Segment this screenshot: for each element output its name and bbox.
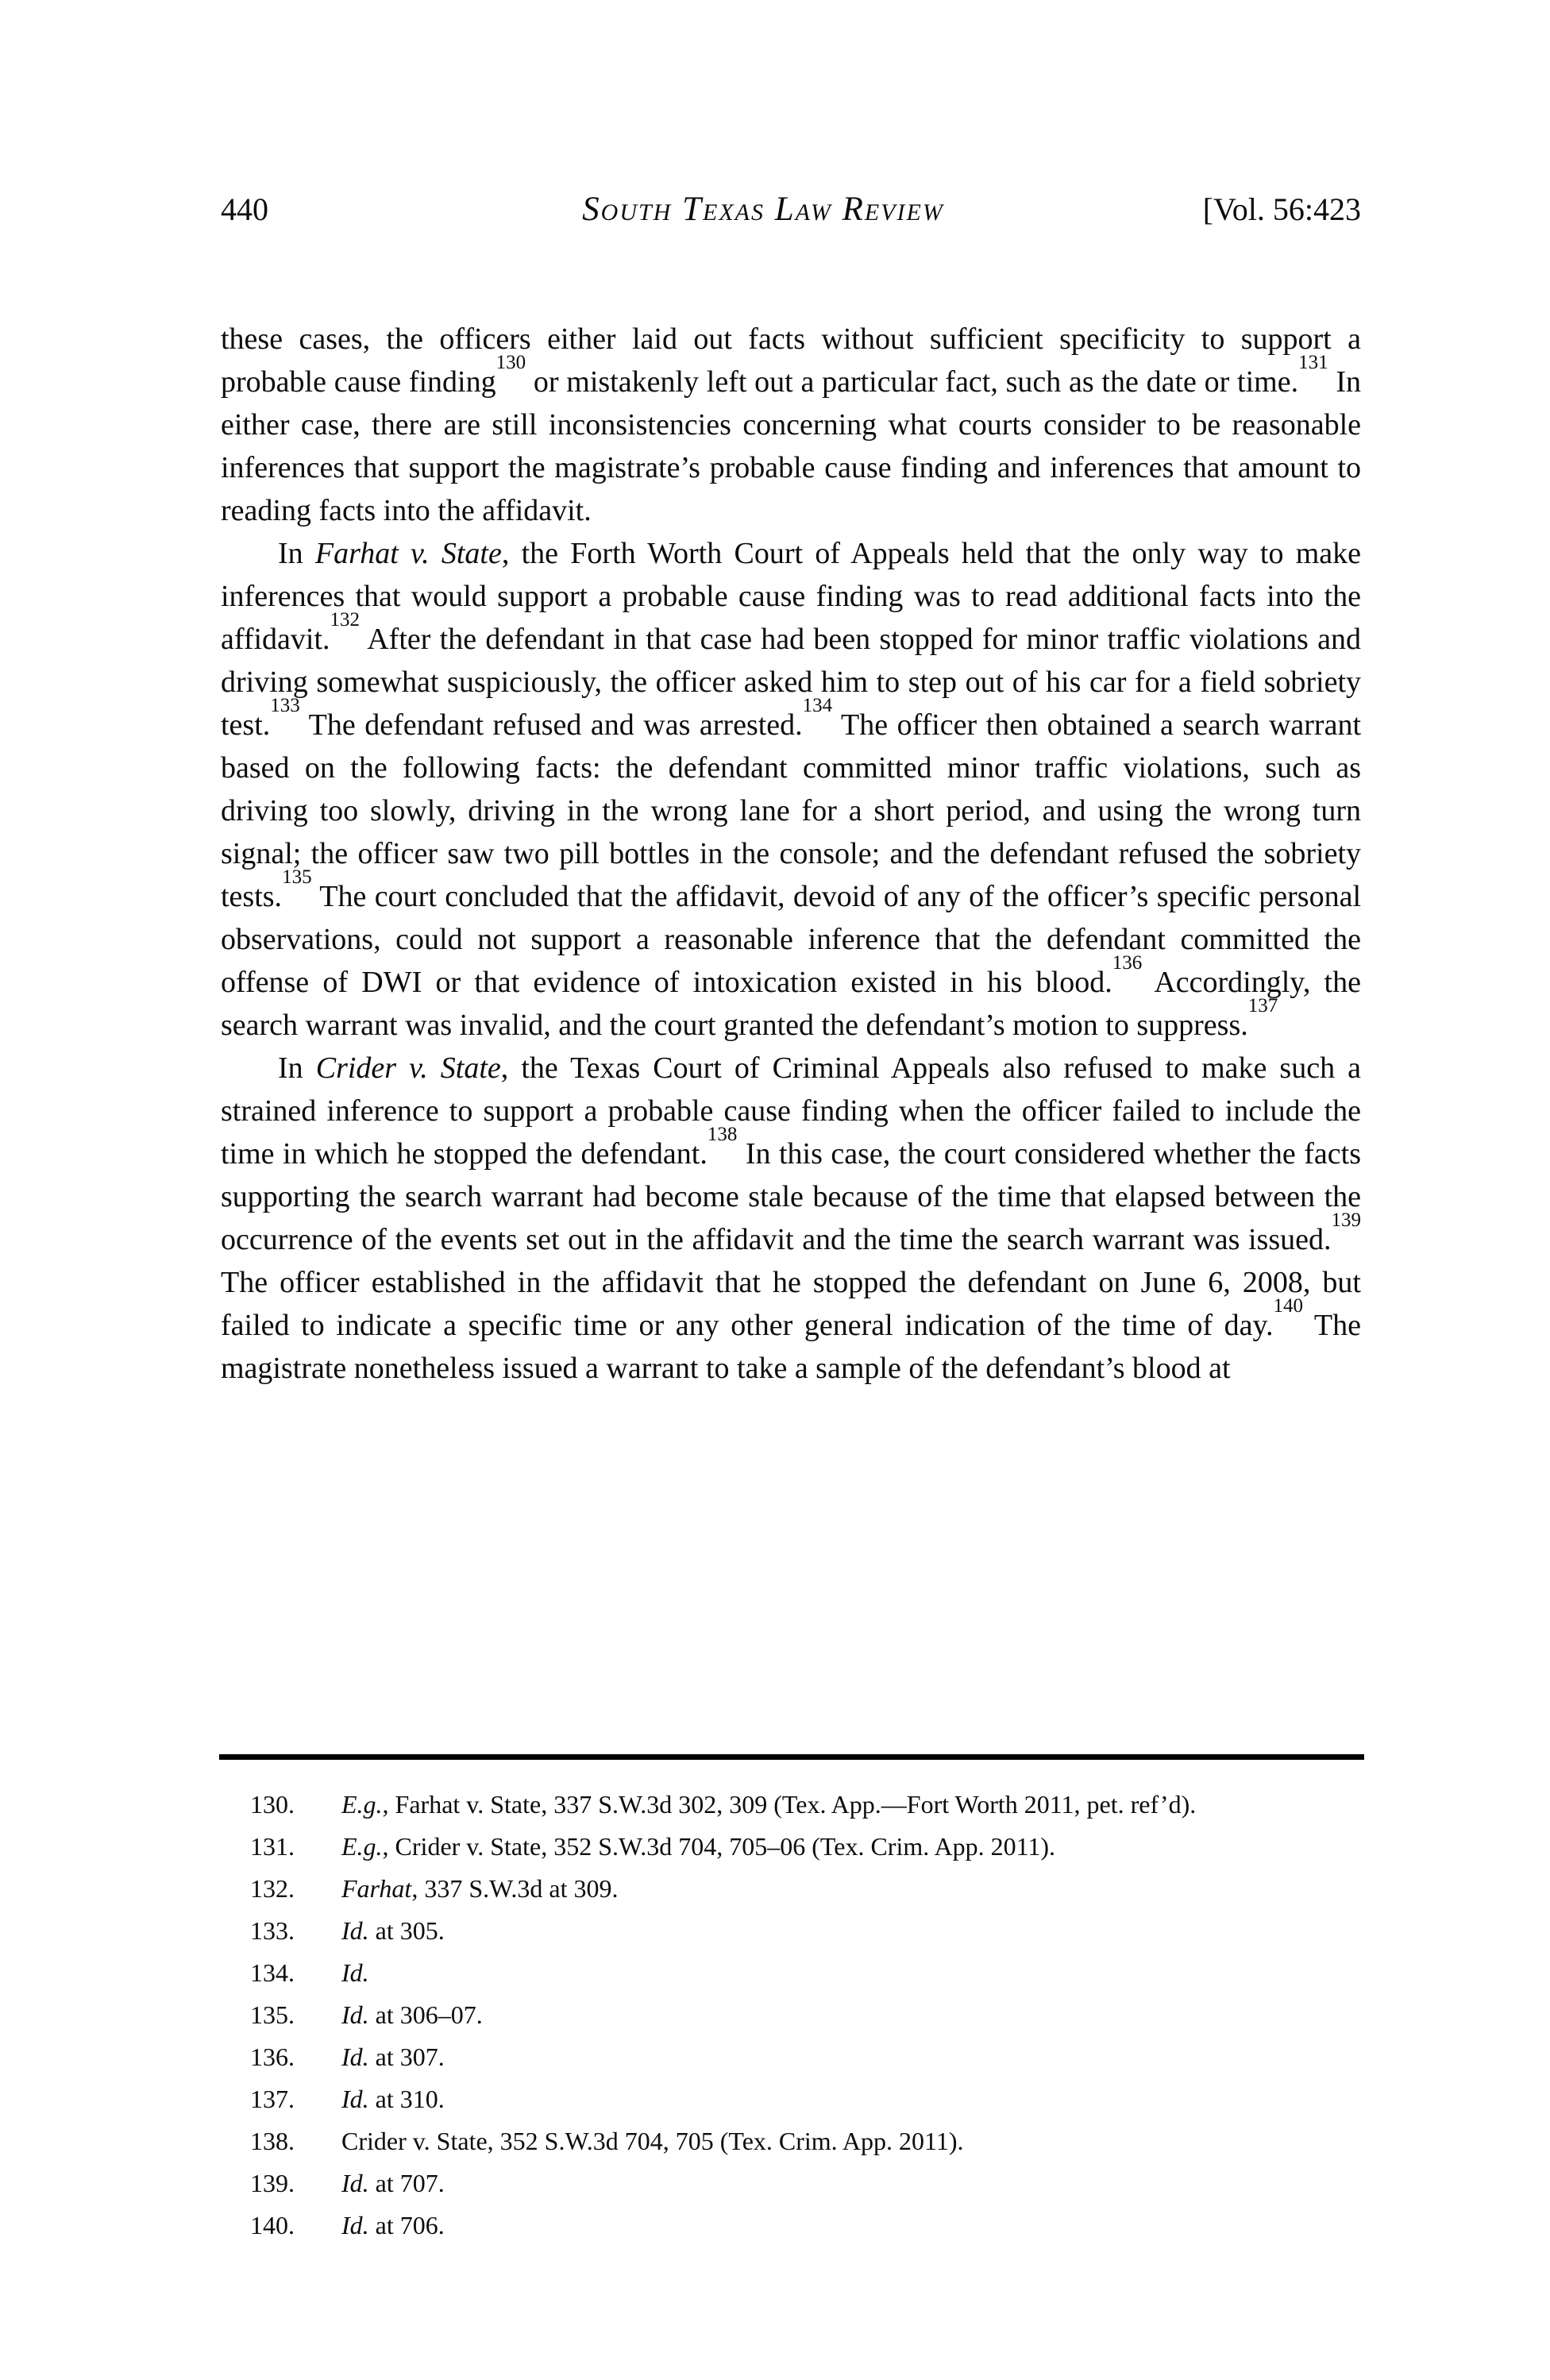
footnote-row xyxy=(221,2078,1361,2120)
footnote-number: 140. xyxy=(250,2211,295,2239)
footnote-number: 134. xyxy=(250,1958,295,1987)
page-number: 440 xyxy=(221,191,268,227)
text-run: , Crider v. State, 352 S.W.3d 704, 705–06 (Tex. Crim. App. 2011). xyxy=(382,1832,1056,1861)
text-run: , the Forth Worth Court of Appeals held that the only way to make inferences that would support a probable cause finding was to read additional facts into the affidavit. xyxy=(221,537,1362,656)
text-run: The defendant refused and was arrested. xyxy=(299,708,803,742)
footnote-row xyxy=(221,1994,1361,2036)
footnote-row xyxy=(221,2204,1361,2247)
italic-text: Id. xyxy=(341,1958,369,1987)
footnote-row xyxy=(221,1826,1361,1868)
text-run: After the defendant in that case had been stopped for minor traffic violations and driving somewhat suspiciously, the officer asked him to step out of his car for a field sobriety test. xyxy=(221,623,1361,742)
italic-text: Id. xyxy=(341,1916,369,1945)
text-run: at 306–07. xyxy=(368,2000,483,2029)
volume-ref: [Vol. 56:423 xyxy=(1202,191,1361,227)
italic-text: Id. xyxy=(341,2000,369,2029)
text-run: , Farhat v. State, 337 S.W.3d 302, 309 (Tex. App.—Fort Worth 2011, pet. ref’d). xyxy=(382,1790,1197,1819)
text-run: In xyxy=(278,1051,316,1085)
footnote-reference: 136 xyxy=(1112,952,1143,974)
footnote-text xyxy=(341,1994,1361,2036)
text-run: at 707. xyxy=(368,2169,445,2197)
italic-text: E.g. xyxy=(341,1790,383,1819)
footnote-reference: 138 xyxy=(707,1124,738,1146)
footnote-number: 135. xyxy=(250,2000,295,2029)
footnote-number: 137. xyxy=(250,2085,295,2113)
footnote-reference: 132 xyxy=(330,609,361,631)
footnote-number: 131. xyxy=(250,1832,295,1861)
footnote-text xyxy=(341,1952,1361,1994)
text-run: In this case, the court considered whether the facts supporting the search warrant had become stale because of the time that elapsed between the occurrence of the events set out in the affidavit and the time the search warrant was issued. xyxy=(221,1137,1361,1256)
text-run: The officer established in the affidavit that he stopped the defendant on June 6, 2008, but failed to indicate a specific time or any other general indication of the time of day. xyxy=(221,1266,1361,1342)
footnote-row xyxy=(221,1784,1361,1826)
text-run: In either case, there are still inconsistencies concerning what courts consider to be reasonable inferences that support the magistrate’s probable cause finding and inferences that amount to reading facts into the affidavit. xyxy=(221,365,1361,527)
text-run: at 307. xyxy=(368,2042,445,2071)
footnote-reference: 137 xyxy=(1247,995,1278,1017)
footnote-text xyxy=(341,1868,1361,1910)
text-run: Accordingly, the search warrant was invalid, and the court granted the defendant’s motion to suppress. xyxy=(221,966,1361,1042)
journal-title: South Texas Law Review xyxy=(582,191,944,228)
footnote-row xyxy=(221,1868,1361,1910)
italic-text: E.g. xyxy=(341,1832,383,1861)
footnote-number: 136. xyxy=(250,2042,295,2071)
paragraph xyxy=(221,532,1361,1047)
footnote-reference: 135 xyxy=(282,866,312,889)
footnote-separator xyxy=(219,1754,1364,1760)
text-run: these cases, the officers either laid out facts without sufficient specificity to support a probable cause finding xyxy=(221,322,1361,399)
italic-text: Farhat v. State xyxy=(314,537,502,570)
footnote-row xyxy=(221,1910,1361,1952)
text-run: The magistrate nonetheless issued a warrant to take a sample of the defendant’s blood at xyxy=(221,1309,1361,1385)
footnote-reference: 130 xyxy=(495,352,526,374)
footnote-reference: 133 xyxy=(270,695,300,717)
footnote-text xyxy=(341,2204,1361,2247)
italic-text: Crider v. State xyxy=(315,1051,501,1085)
text-run: , the Texas Court of Criminal Appeals also refused to make such a strained inference to support a probable cause finding when the officer failed to include the time in which he stopped the defendant. xyxy=(221,1051,1362,1171)
body-text xyxy=(221,318,1361,1390)
footnote-number: 130. xyxy=(250,1790,295,1819)
footnotes-section xyxy=(221,1784,1361,2247)
text-run: The court concluded that the affidavit, devoid of any of the officer’s specific personal observations, could not support a reasonable inference that the defendant committed the offense of DWI or that evidence of intoxication existed in his blood. xyxy=(221,880,1361,999)
footnote-text xyxy=(341,2078,1361,2120)
text-run: at 310. xyxy=(368,2085,445,2113)
italic-text: Id. xyxy=(341,2211,369,2239)
text-run: Crider v. State, 352 S.W.3d 704, 705 (Tex. Crim. App. 2011). xyxy=(341,2127,964,2155)
footnote-row xyxy=(221,1952,1361,1994)
footnote-text xyxy=(341,2120,1361,2162)
italic-text: Id. xyxy=(341,2169,369,2197)
footnote-reference: 134 xyxy=(802,695,833,717)
footnote-text xyxy=(341,2162,1361,2204)
footnote-number: 133. xyxy=(250,1916,295,1945)
text-run: at 305. xyxy=(368,1916,445,1945)
footnote-row xyxy=(221,2120,1361,2162)
footnote-text xyxy=(341,1784,1361,1826)
footnote-text xyxy=(341,2036,1361,2078)
italic-text: Farhat xyxy=(341,1874,412,1903)
footnote-number: 139. xyxy=(250,2169,295,2197)
text-run: In xyxy=(278,537,315,570)
text-run: at 706. xyxy=(368,2211,445,2239)
italic-text: Id. xyxy=(341,2042,369,2071)
footnote-row xyxy=(221,2162,1361,2204)
footnote-reference: 140 xyxy=(1273,1295,1303,1317)
footnote-text xyxy=(341,1910,1361,1952)
text-run: The officer then obtained a search warrant based on the following facts: the defendant committed minor traffic violations, such as driving too slowly, driving in the wrong lane for a short period, and using the wrong turn signal; the officer saw two pill bottles in the console; and the defendant refused the sobriety tests. xyxy=(221,708,1362,913)
paragraph xyxy=(221,1047,1361,1390)
italic-text: Id. xyxy=(341,2085,369,2113)
footnote-reference: 131 xyxy=(1298,352,1328,374)
footnote-number: 132. xyxy=(250,1874,295,1903)
paragraph xyxy=(221,318,1361,532)
text-run: or mistakenly left out a particular fact, such as the date or time. xyxy=(526,365,1299,399)
text-run: , 337 S.W.3d at 309. xyxy=(411,1874,619,1903)
footnote-reference: 139 xyxy=(1331,1209,1361,1232)
page-header xyxy=(221,191,1361,229)
footnote-text xyxy=(341,1826,1361,1868)
footnote-row xyxy=(221,2036,1361,2078)
footnote-number: 138. xyxy=(250,2127,295,2155)
